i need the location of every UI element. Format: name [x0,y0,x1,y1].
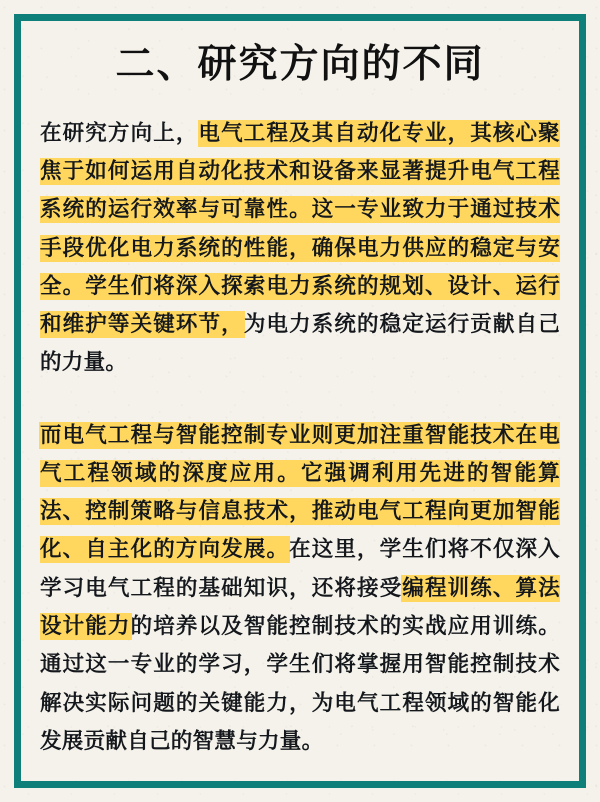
body-paragraph [40,115,560,383]
paragraph-list [40,115,560,761]
plain-text: 在这里，学生们将不仅深入学习电气工程的基础知识，还将接受 [40,537,560,601]
page-title: 二、研究方向的不同 [115,42,485,87]
highlighted-text: 学生们将深入探索电力系统的规划、设计、运行和维护等关键环节， [40,273,560,338]
plain-text: 的培养以及智能控制技术的实战应用训练。通过这一专业的学习，学生们将掌握用智能控制技术解决实际问题的关键能力，为电气工程领域的智能化发展贡献自己的智慧与力量。 [40,613,561,754]
highlighted-text: 编程训练、算法设计能力 [40,575,560,639]
highlighted-text: 它强调利用先进的智能算法、控制策略与信息技术，推动电气工程向更加智能化、自主化的方向发展。 [40,460,560,563]
highlighted-text: 这一专业致力于通过技术手段优化电力系统的性能，确保电力供应的稳定与安全。 [40,197,560,299]
highlighted-text: 电气工程及其自动化专业 [198,120,448,146]
document-content [40,26,560,776]
plain-text: 在研究方向上， [40,120,199,146]
body-paragraph [40,417,560,761]
highlighted-text: ，其核心聚焦于如何运用自动化技术和设备来显著提升电气工程系统的运行效率与可靠性。 [40,120,560,223]
plain-text: 为电力系统的稳定运行贡献自己的力量。 [40,312,561,376]
highlighted-text: 而电气工程与智能控制专业则更加注重智能技术在电气工程领域的深度应用。 [40,422,560,486]
